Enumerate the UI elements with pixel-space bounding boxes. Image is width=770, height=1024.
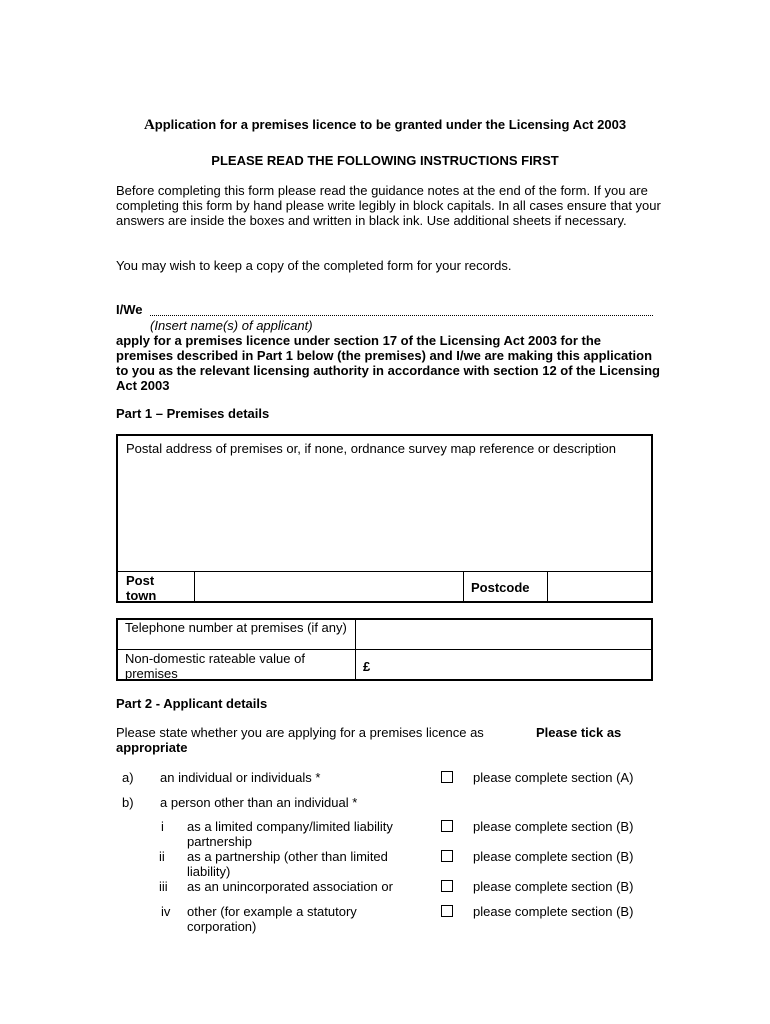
- postcode-field[interactable]: [551, 574, 649, 600]
- instructions-heading: PLEASE READ THE FOLLOWING INSTRUCTIONS FIRST: [211, 153, 559, 168]
- part1-heading: Part 1 – Premises details: [116, 406, 270, 421]
- sub-option-iv-checkbox[interactable]: [441, 905, 453, 917]
- telephone-field[interactable]: [360, 622, 645, 646]
- tick-instruction: Please tick as: [536, 725, 622, 740]
- applicant-name-field[interactable]: [150, 300, 653, 316]
- sub-option-i-instruction: please complete section (B): [473, 819, 634, 834]
- pound-symbol: £: [363, 659, 371, 674]
- sub-option-iii-checkbox[interactable]: [441, 880, 453, 892]
- iwe-label: I/We: [116, 302, 143, 317]
- rateable-value-label: Non-domestic rateable value of premises: [125, 651, 305, 681]
- sub-option-iv-instruction: please complete section (B): [473, 904, 634, 919]
- sub-option-i-checkbox[interactable]: [441, 820, 453, 832]
- option-a-checkbox[interactable]: [441, 771, 453, 783]
- post-town-field[interactable]: [198, 574, 460, 600]
- applicant-name-hint: (Insert name(s) of applicant): [150, 318, 313, 333]
- option-b-text: a person other than an individual *: [160, 795, 358, 810]
- sub-option-iv-marker: iv: [161, 904, 171, 919]
- application-declaration: apply for a premises licence under section 17 of the Licensing Act 2003 for the premises described in Part 1 below (the premises) and I/we are making this application to you as the relevant licensing authority in accordance with section 12 of the Licensing Act 2003: [116, 333, 660, 393]
- address-field[interactable]: [126, 460, 646, 568]
- sub-option-ii-checkbox[interactable]: [441, 850, 453, 862]
- sub-option-iv-text: other (for example a statutory corporation): [187, 904, 357, 934]
- sub-option-iii-marker: iii: [159, 879, 168, 894]
- premises-address-box: [116, 434, 653, 603]
- rateable-value-field[interactable]: [378, 653, 645, 677]
- option-b-marker: b): [122, 795, 134, 810]
- records-note: You may wish to keep a copy of the completed form for your records.: [116, 258, 512, 273]
- option-a-text: an individual or individuals *: [160, 770, 321, 785]
- sub-option-iii-instruction: please complete section (B): [473, 879, 634, 894]
- form-title: Application for a premises licence to be granted under the Licensing Act 2003: [143, 117, 627, 133]
- postcode-label: Postcode: [471, 580, 530, 595]
- applicant-type-question: Please state whether you are applying for a premises licence as appropriate: [116, 725, 484, 755]
- telephone-label: Telephone number at premises (if any): [125, 620, 347, 635]
- part2-heading: Part 2 - Applicant details: [116, 696, 268, 711]
- sub-option-ii-instruction: please complete section (B): [473, 849, 634, 864]
- sub-option-ii-text: as a partnership (other than limited liability): [187, 849, 388, 879]
- option-a-marker: a): [122, 770, 134, 785]
- sub-option-i-text: as a limited company/limited liability partnership: [187, 819, 393, 849]
- sub-option-ii-marker: ii: [159, 849, 165, 864]
- premises-contact-table: [116, 618, 653, 681]
- intro-paragraph: Before completing this form please read the guidance notes at the end of the form. If you are completing this form by hand please write legibly in block capitals. In all cases ensure that your answers are inside the boxes and written in black ink. Use additional sheets if necessary.: [116, 183, 661, 228]
- post-town-label: Post town: [126, 573, 157, 603]
- sub-option-i-marker: i: [161, 819, 164, 834]
- applicant-type-question-emphasis: appropriate: [116, 740, 188, 755]
- option-a-instruction: please complete section (A): [473, 770, 634, 785]
- address-label: Postal address of premises or, if none, ordnance survey map reference or description: [126, 441, 616, 456]
- sub-option-iii-text: as an unincorporated association or: [187, 879, 393, 894]
